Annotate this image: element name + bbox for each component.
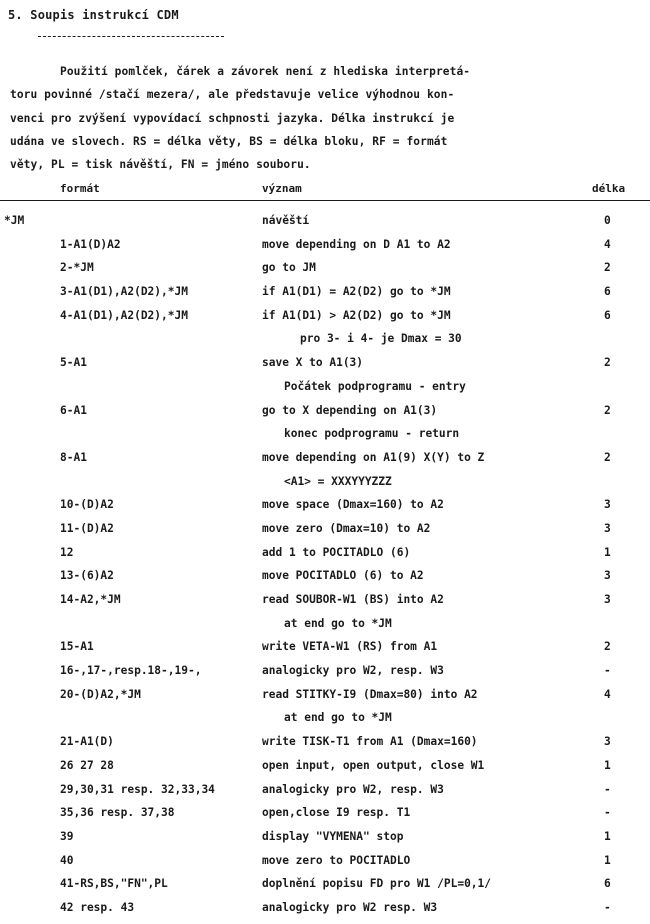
cell-format: 15-A1 [60, 640, 94, 654]
cell-length: 2 [604, 261, 611, 275]
cell-meaning: write TISK-T1 from A1 (Dmax=160) [262, 735, 478, 749]
cell-length: 2 [604, 403, 611, 417]
cell-format: 2-*JM [60, 261, 94, 275]
table-row [0, 307, 650, 331]
table-row [0, 733, 650, 757]
cell-format: 39 [60, 829, 74, 843]
table-row [0, 425, 650, 449]
table-row [0, 496, 650, 520]
header-meaning: význam [262, 182, 302, 195]
cell-length: 2 [604, 356, 611, 370]
instruction-table [0, 212, 650, 923]
cell-format: 12 [60, 545, 74, 559]
cell-length: 1 [604, 758, 611, 772]
table-row [0, 567, 650, 591]
cell-meaning: if A1(D1) = A2(D2) go to *JM [262, 285, 451, 299]
cell-length: 4 [604, 687, 611, 701]
table-row [0, 259, 650, 283]
table-row [0, 330, 650, 354]
cell-meaning: display "VYMENA" stop [262, 829, 404, 843]
section-title: 5. Soupis instrukcí CDM [8, 8, 179, 22]
table-row [0, 899, 650, 923]
cell-meaning: open,close I9 resp. T1 [262, 806, 411, 820]
table-row [0, 236, 650, 260]
table-row [0, 709, 650, 733]
table-row [0, 828, 650, 852]
cell-format: 20-(D)A2,*JM [60, 687, 141, 701]
table-row [0, 520, 650, 544]
cell-length: 1 [604, 545, 611, 559]
cell-meaning: at end go to *JM [284, 616, 392, 630]
cell-meaning: pro 3- i 4- je Dmax = 30 [300, 332, 462, 346]
cell-meaning: save X to A1(3) [262, 356, 364, 370]
cell-meaning: <A1> = XXXYYYZZZ [284, 474, 392, 488]
cell-format: 3-A1(D1),A2(D2),*JM [60, 285, 188, 299]
cell-format: 6-A1 [60, 403, 87, 417]
cell-format: 5-A1 [60, 356, 87, 370]
table-row [0, 449, 650, 473]
intro-line: věty, PL = tisk návěští, FN = jméno souboru. [10, 158, 311, 172]
cell-meaning: move depending on D A1 to A2 [262, 237, 451, 251]
cell-length: 4 [604, 237, 611, 251]
cell-length: - [604, 806, 611, 820]
title-underline [38, 36, 224, 37]
cell-meaning: move depending on A1(9) X(Y) to Z [262, 450, 485, 464]
cell-length: - [604, 782, 611, 796]
cell-length: 3 [604, 521, 611, 535]
table-row [0, 615, 650, 639]
cell-length: 3 [604, 498, 611, 512]
cell-meaning: read STITKY-I9 (Dmax=80) into A2 [262, 687, 478, 701]
cell-length: - [604, 664, 611, 678]
cell-format: 35,36 resp. 37,38 [60, 806, 175, 820]
header-length: délka [592, 182, 626, 195]
table-row [0, 378, 650, 402]
cell-length: 2 [604, 450, 611, 464]
cell-length: 1 [604, 829, 611, 843]
table-row [0, 875, 650, 899]
cell-meaning: analogicky pro W2 resp. W3 [262, 900, 438, 914]
table-row [0, 544, 650, 568]
cell-format: 13-(6)A2 [60, 569, 114, 583]
cell-length: 2 [604, 640, 611, 654]
cell-meaning: open input, open output, close W1 [262, 758, 485, 772]
cell-length: 6 [604, 877, 611, 891]
table-row [0, 283, 650, 307]
cell-format: *JM [4, 214, 25, 227]
table-row [0, 402, 650, 426]
cell-format: 26 27 28 [60, 758, 114, 772]
header-rule [0, 200, 650, 201]
cell-length: - [604, 900, 611, 914]
cell-meaning: add 1 to POCITADLO (6) [262, 545, 411, 559]
cell-meaning: move space (Dmax=160) to A2 [262, 498, 444, 512]
table-row [0, 473, 650, 497]
cell-format: 14-A2,*JM [60, 593, 121, 606]
cell-length: 0 [604, 214, 611, 227]
header-format: formát [60, 182, 100, 195]
cell-format: 16-,17-,resp.18-,19-, [60, 664, 202, 678]
cell-meaning: move zero to POCITADLO [262, 853, 411, 867]
cell-meaning: analogicky pro W2, resp. W3 [262, 664, 444, 678]
table-row [0, 354, 650, 378]
cell-meaning: doplnění popisu FD pro W1 /PL=0,1/ [262, 877, 492, 891]
table-row [0, 638, 650, 662]
cell-meaning: if A1(D1) > A2(D2) go to *JM [262, 308, 451, 322]
cell-format: 1-A1(D)A2 [60, 237, 121, 251]
cell-length: 3 [604, 569, 611, 583]
cell-meaning: write VETA-W1 (RS) from A1 [262, 640, 438, 654]
cell-meaning: at end go to *JM [284, 711, 392, 725]
intro-paragraph [10, 60, 638, 176]
intro-line: venci pro zvýšení vypovídací schpnosti jazyka. Délka instrukcí je [10, 111, 455, 125]
intro-line: Použití pomlček, čárek a závorek není z hlediska interpretá- [60, 65, 471, 78]
cell-format: 40 [60, 853, 74, 867]
table-row [0, 591, 650, 615]
table-row [0, 686, 650, 710]
cell-meaning: go to X depending on A1(3) [262, 403, 438, 417]
table-row [0, 212, 650, 236]
intro-line: toru povinné /stačí mezera/, ale představuje velice výhodnou kon- [10, 88, 455, 102]
cell-format: 11-(D)A2 [60, 521, 114, 535]
cell-length: 3 [604, 593, 611, 606]
table-row [0, 781, 650, 805]
table-row [0, 804, 650, 828]
cell-format: 21-A1(D) [60, 735, 114, 749]
cell-meaning: konec podprogramu - return [284, 427, 460, 441]
table-row [0, 852, 650, 876]
cell-meaning: move zero (Dmax=10) to A2 [262, 521, 431, 535]
cell-format: 4-A1(D1),A2(D2),*JM [60, 308, 188, 322]
cell-meaning: move POCITADLO (6) to A2 [262, 569, 424, 583]
cell-length: 6 [604, 285, 611, 299]
cell-meaning: read SOUBOR-W1 (BS) into A2 [262, 593, 444, 606]
cell-meaning: go to JM [262, 261, 316, 275]
cell-format: 10-(D)A2 [60, 498, 114, 512]
cell-meaning: analogicky pro W2, resp. W3 [262, 782, 444, 796]
cell-length: 1 [604, 853, 611, 867]
intro-line: udána ve slovech. RS = délka věty, BS = délka bloku, RF = formát [10, 134, 448, 148]
table-header [0, 180, 650, 200]
cell-length: 3 [604, 735, 611, 749]
cell-format: 29,30,31 resp. 32,33,34 [60, 782, 215, 796]
cell-length: 6 [604, 308, 611, 322]
cell-format: 8-A1 [60, 450, 87, 464]
cell-format: 41-RS,BS,"FN",PL [60, 877, 168, 891]
table-row [0, 662, 650, 686]
cell-meaning: návěští [262, 214, 310, 227]
table-row [0, 757, 650, 781]
cell-format: 42 resp. 43 [60, 900, 135, 914]
cell-meaning: Počátek podprogramu - entry [284, 379, 466, 393]
